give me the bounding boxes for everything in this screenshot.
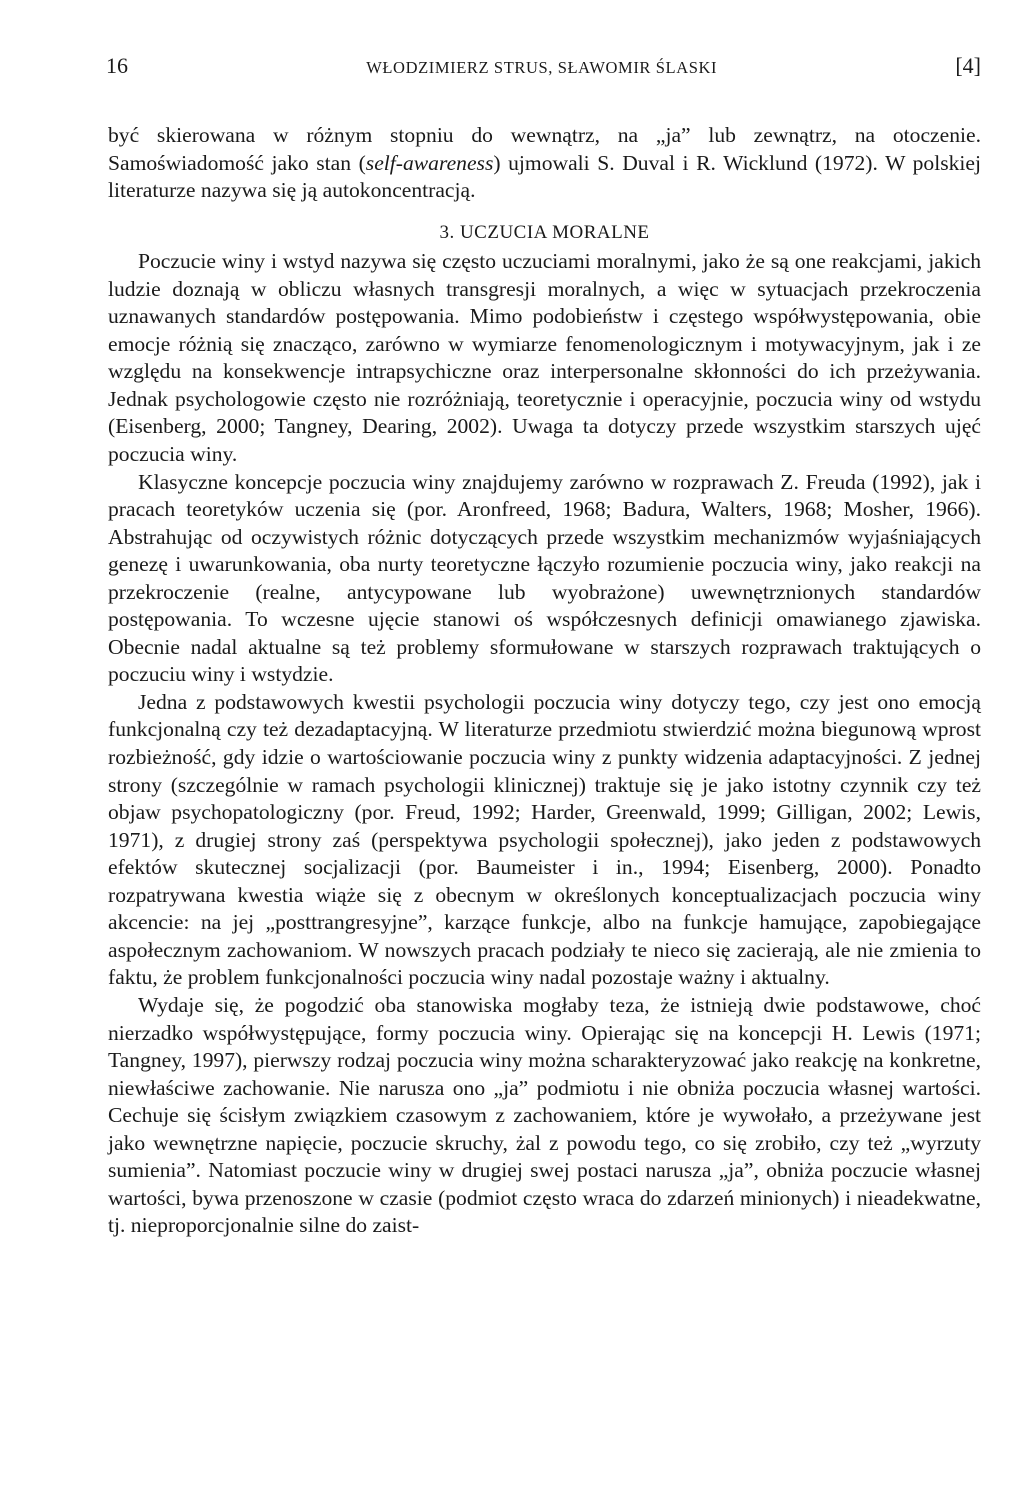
paragraph-continuation	[108, 122, 981, 205]
paragraph-text: być skierowana w różnym stopniu do wewnątrz, na „ja” lub zewnątrz, na otoczenie. Samoświadomość jako stan (	[108, 123, 981, 175]
paragraph: Poczucie winy i wstyd nazywa się często uczuciami moralnymi, jako że są one reakcjami, jakich ludzie doznają w obliczu własnych transgresji moralnych, a więc w sytuacjach przekroczenia uznawanych standardów postępowania. Mimo podobieństw i częstego współwystępowania, obie emocje różnią się znacząco, zarówno w wymiarze fenomenologicznym i motywacyjnym, jak i ze względu na konsekwencje intrapsychiczne oraz interpersonalne skłonności do ich przeżywania. Jednak psychologowie często nie rozróżniają, teoretycznie i operacyjnie, poczucia winy od wstydu (Eisenberg, 2000; Tangney, Dearing, 2002). Uwaga ta dotyczy przede wszystkim starszych ujęć poczucia winy.	[108, 249, 981, 467]
paragraph: Jedna z podstawowych kwestii psychologii poczucia winy dotyczy tego, czy jest ono emocją funkcjonalną czy też dezadaptacyjną. W literaturze przedmiotu stwierdzić można biegunową wprost rozbieżność, gdy idzie o wartościowanie poczucia winy z punkty widzenia adaptacyjności. Z jednej strony (szczególnie w ramach psychologii klinicznej) traktuje się je jako istotny czynnik czy też objaw psychopatologiczny (por. Freud, 1992; Harder, Greenwald, 1999; Gilligan, 2002; Lewis, 1971), z drugiej strony zaś (perspektywa psychologii społecznej), jako jeden z podstawowych efektów skutecznej socjalizacji (por. Baumeister i in., 1994; Eisenberg, 2000). Ponadto rozpatrywana kwestia wiąże się z obecnym w określonych konceptualizacjach poczucia winy akcencie: na jej „posttrangresyjne”, karzące funkcje, albo na funkcje hamujące, zapobiegające aspołecznym zachowaniom. W nowszych pracach podziały te nieco się zacierają, ale nie zmienia to faktu, że problem funkcjonalności poczucia winy nadal pozostaje ważny i aktualny.	[108, 689, 981, 990]
document-page	[108, 52, 981, 1240]
running-head	[106, 52, 981, 82]
paragraph-text: ) ujmowali S. Duval i R. Wicklund (1972). W polskiej literaturze nazywa się ją autokoncentracją.	[108, 150, 982, 203]
section-heading: 3. UCZUCIA MORALNE	[439, 221, 650, 243]
section-marker: [4]	[955, 53, 981, 78]
running-head-authors: WŁODZIMIERZ STRUS, SŁAWOMIR ŚLASKI	[366, 58, 718, 77]
paragraph: Wydaje się, że pogodzić oba stanowiska mogłaby teza, że istnieją dwie podstawowe, choć nierzadko współwystępujące, formy poczucia winy. Opierając się na koncepcji H. Lewis (1971; Tangney, 1997), pierwszy rodzaj poczucia winy można scharakteryzować jako reakcję na konkretne, niewłaściwe zachowanie. Nie narusza ono „ja” podmiotu i nie obniża poczucia własnej wartości. Cechuje się ścisłym związkiem czasowym z zachowaniem, które je wywołało, a przeżywane jest jako wewnętrzne napięcie, poczucie skruchy, żal z powodu tego, co się zrobiło, czy też „wyrzuty sumienia”. Natomiast poczucie winy w drugiej swej postaci narusza „ja”, obniża poczucie własnej wartości, bywa przenoszone w czasie (podmiot często wraca do zdarzeń minionych) i nieadekwatne, tj. nieproporcjonalnie silne do zaist-	[108, 992, 981, 1238]
page-number: 16	[106, 53, 128, 78]
body-text	[108, 122, 981, 1240]
italic-term: self-awareness	[365, 150, 494, 175]
paragraph: Klasyczne koncepcje poczucia winy znajdujemy zarówno w rozprawach Z. Freuda (1992), jak i pracach teoretyków uczenia się (por. Aronfreed, 1968; Badura, Walters, 1968; Mosher, 1966). Abstrahując od oczywistych różnic dotyczących przede wszystkim mechanizmów wyjaśniających genezę i uwarunkowania, oba nurty teoretyczne łączyło rozumienie poczucia winy, jako reakcji na przekroczenie (realne, antycypowane lub wyobrażone) uwewnętrznionych standardów postępowania. To wczesne ujęcie stanowi oś współczesnych definicji omawianego zjawiska. Obecnie nadal aktualne są też problemy sformułowane w starszych rozprawach traktujących o poczuciu winy i wstydzie.	[108, 469, 981, 687]
